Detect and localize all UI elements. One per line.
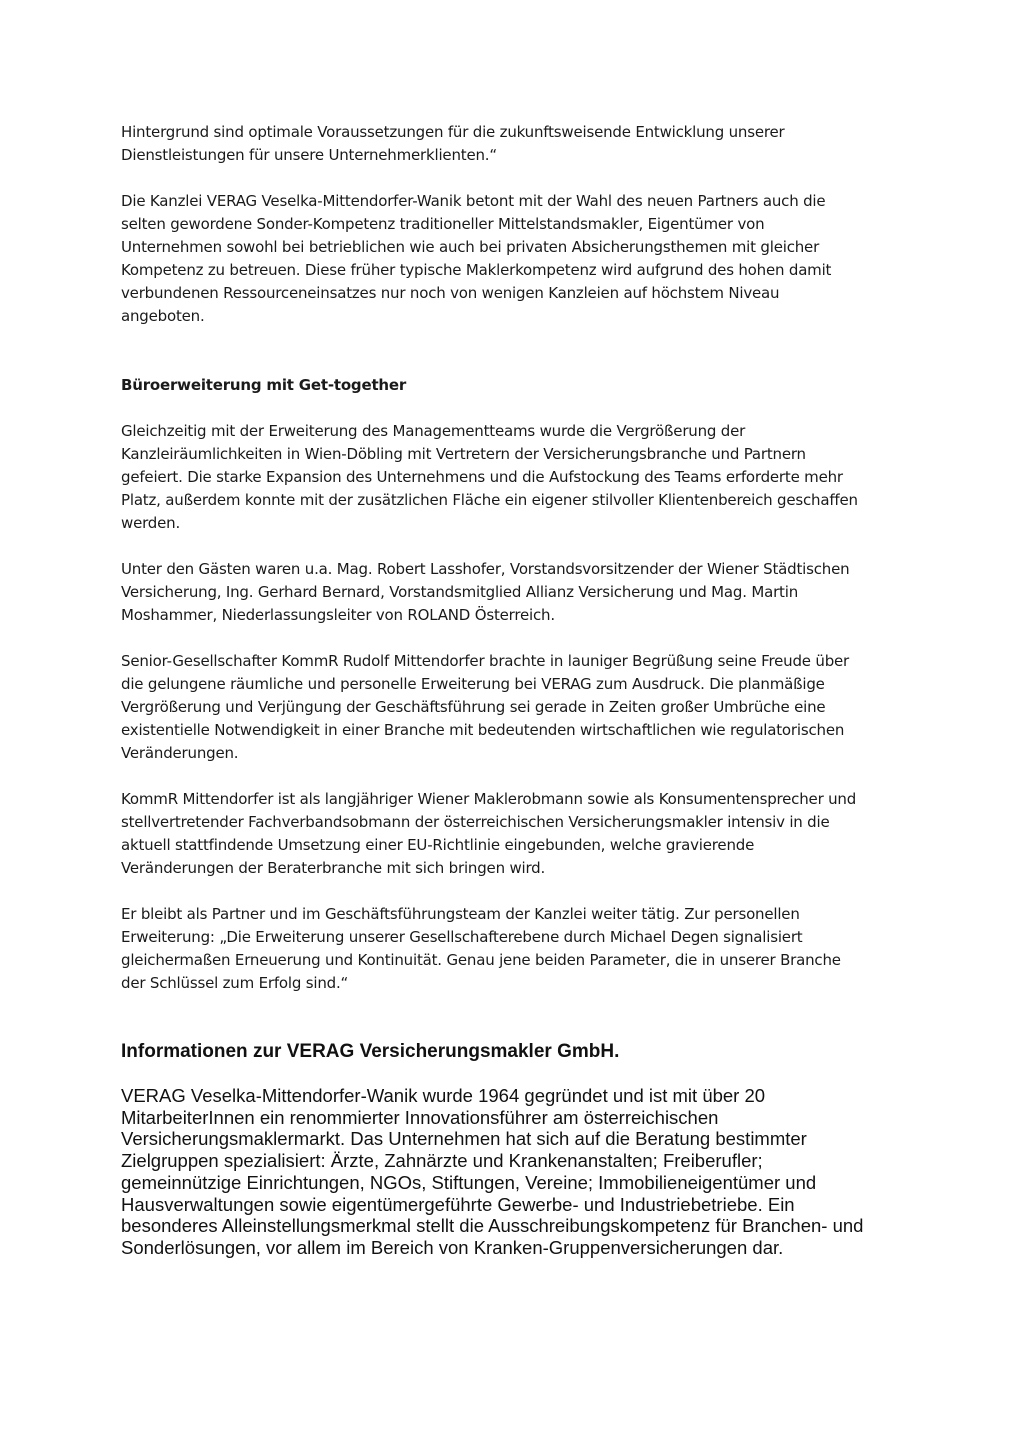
kommr-paragraph: KommR Mittendorfer ist als langjähriger Wiener Maklerobmann sowie als Konsumentensprecher und stellvertretender Fachverbandsobmann der österreichischen Versicherungsmakler intensiv in die aktuell stattfindende Umsetzung einer EU-Richtlinie eingebunden, welche gravierende Veränderungen der Beraterbranche mit sich bringen wird.	[121, 790, 857, 877]
intro-paragraph: Hintergrund sind optimale Voraussetzungen für die zukunftsweisende Entwicklung unserer Dienstleistungen für unsere Unternehmerklienten.“	[121, 123, 785, 164]
kanzlei-paragraph: Die Kanzlei VERAG Veselka-Mittendorfer-Wanik betont mit der Wahl des neuen Partners auch die selten gewordene Sonder-Kompetenz traditioneller Mittelstandsmakler, Eigentümer von Unternehmen sowohl bei betrieblichen wie auch bei privaten Absicherungsthemen mit gleicher Kompetenz zu betreuen. Diese früher typische Maklerkompetenz wird aufgrund des hohen damit verbundenen Ressourceneinsatzes nur noch von wenigen Kanzleien auf höchstem Niveau angeboten.	[121, 192, 832, 325]
company-info-paragraph: VERAG Veselka-Mittendorfer-Wanik wurde 1964 gegründet und ist mit über 20 MitarbeiterInnen ein renommierter Innovationsführer am österreichischen Versicherungsmaklermarkt. Das Unternehmen hat sich auf die Beratung bestimmter Zielgruppen spezialisiert: Ärzte, Zahnärzte und Krankenanstalten; Freiberufler; gemeinnützige Einrichtungen, NGOs, Stiftungen, Vereine; Immobilieneigentümer und Hausverwaltungen sowie eigentümergeführte Gewerbe- und Industriebetriebe. Ein besonderes Alleinstellungsmerkmal stellt die Ausschreibungskompetenz für Branchen- und Sonderlösungen, vor allem im Bereich von Kranken-Gruppenversicherungen dar.	[121, 1085, 864, 1258]
document-content	[121, 121, 911, 1259]
senior-partner-paragraph: Senior-Gesellschafter KommR Rudolf Mittendorfer brachte in launiger Begrüßung seine Freude über die gelungene räumliche und personelle Erweiterung bei VERAG zum Ausdruck. Die planmäßige Vergrößerung und Verjüngung der Geschäftsführung sei gerade in Zeiten großer Umbrüche eine existentielle Notwendigkeit in einer Branche mit bedeutenden wirtschaftlichen wie regulatorischen Veränderungen.	[121, 652, 850, 762]
expansion-paragraph: Gleichzeitig mit der Erweiterung des Managementteams wurde die Vergrößerung der Kanzleiräumlichkeiten in Wien-Döbling mit Vertretern der Versicherungsbranche und Partnern gefeiert. Die starke Expansion des Unternehmens und die Aufstockung des Teams erforderte mehr Platz, außerdem konnte mit der zusätzlichen Fläche ein eigener stilvoller Klientenbereich geschaffen werden.	[121, 422, 858, 532]
company-info-heading: Informationen zur VERAG Versicherungsmakler GmbH.	[121, 1041, 620, 1062]
partner-quote-paragraph: Er bleibt als Partner und im Geschäftsführungsteam der Kanzlei weiter tätig. Zur personellen Erweiterung: „Die Erweiterung unserer Gesellschafterebene durch Michael Degen signalisiert gleichermaßen Erneuerung und Kontinuität. Genau jene beiden Parameter, die in unserer Branche der Schlüssel zum Erfolg sind.“	[121, 905, 841, 992]
guests-paragraph: Unter den Gästen waren u.a. Mag. Robert Lasshofer, Vorstandsvorsitzender der Wiener Städtischen Versicherung, Ing. Gerhard Bernard, Vorstandsmitglied Allianz Versicherung und Mag. Martin Moshammer, Niederlassungsleiter von ROLAND Österreich.	[121, 560, 850, 624]
section-heading: Büroerweiterung mit Get-together	[121, 376, 407, 394]
